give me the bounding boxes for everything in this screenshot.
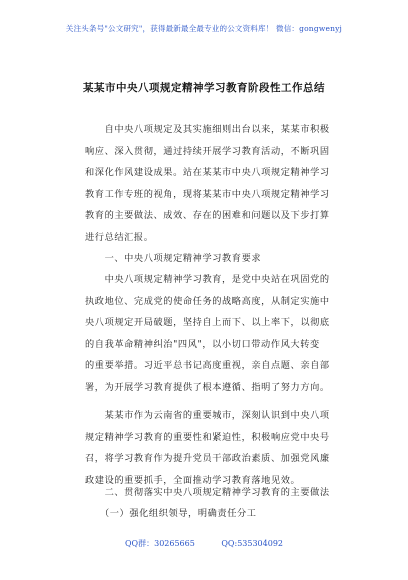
text-line: 执政地位、完成党的使命任务的战略高度，从制定实施中 — [85, 295, 330, 307]
qq-group-text: QQ群：30265665 — [124, 539, 195, 548]
text-line: 中央八项规定精神学习教育，是党中央站在巩固党的 — [85, 274, 330, 285]
paragraph-section-1 — [85, 269, 330, 398]
document-title: 某某市中央八项规定精神学习教育阶段性工作总结 — [83, 82, 325, 94]
heading-text: 一、中央八项规定精神学习教育要求 — [85, 253, 262, 264]
text-line: 响应、深入贯彻，通过持续开展学习教育活动，不断巩固 — [85, 145, 330, 157]
section-heading-1 — [85, 248, 330, 270]
subsection-heading-1 — [85, 503, 330, 525]
qq-contact-text: QQ:535304092 — [221, 539, 283, 548]
text-line: 教育工作专班的视角，现将某某市中央八项规定精神学习 — [85, 188, 330, 200]
text-line: 某某市作为云南省的重要城市，深刻认识到中央八项 — [85, 410, 330, 421]
heading-text: （一）强化组织领导，明确责任分工 — [85, 508, 257, 519]
text-line: 召，将学习教育作为提升党员干部政治素质、加强党风廉 — [85, 453, 330, 464]
paragraph-section-1b — [85, 405, 330, 491]
text-line: 进行总结汇报。 — [85, 231, 154, 243]
footer-contact — [0, 538, 408, 549]
text-line: 署，为开展学习教育提供了根本遵循、指明了努力方向。 — [85, 381, 330, 393]
text-line: 自中央八项规定及其实施细则出台以来，某某市积极 — [85, 124, 330, 135]
header-promo-note: 关注头条号"公文研究"，获得最新最全最专业的公文资料库！ 微信：gongwenyj — [65, 24, 343, 33]
text-line: 规定精神学习教育的重要性和紧迫性，积极响应党中央号 — [85, 431, 330, 443]
text-line: 央八项规定开局破题，坚持自上而下、以上率下，以彻底 — [85, 317, 330, 328]
text-line: 教育的主要做法、成效、存在的困难和问题以及下步打算 — [85, 210, 330, 221]
text-line: 政建设的重要抓手，全面推动学习教育落地见效。 — [85, 474, 301, 486]
text-line: 的自我革命精神纠治"四风"，以小切口带动作风大转变 — [85, 338, 320, 350]
heading-text: 二、贯彻落实中央八项规定精神学习教育的主要做法 — [85, 487, 330, 498]
section-heading-2 — [85, 482, 330, 504]
paragraph-intro — [85, 119, 330, 248]
text-line: 和深化作风建设成果。站在某某市中央八项规定精神学习 — [85, 167, 330, 178]
text-line: 的重要举措。习近平总书记高度重视，亲自点题、亲自部 — [85, 360, 330, 371]
